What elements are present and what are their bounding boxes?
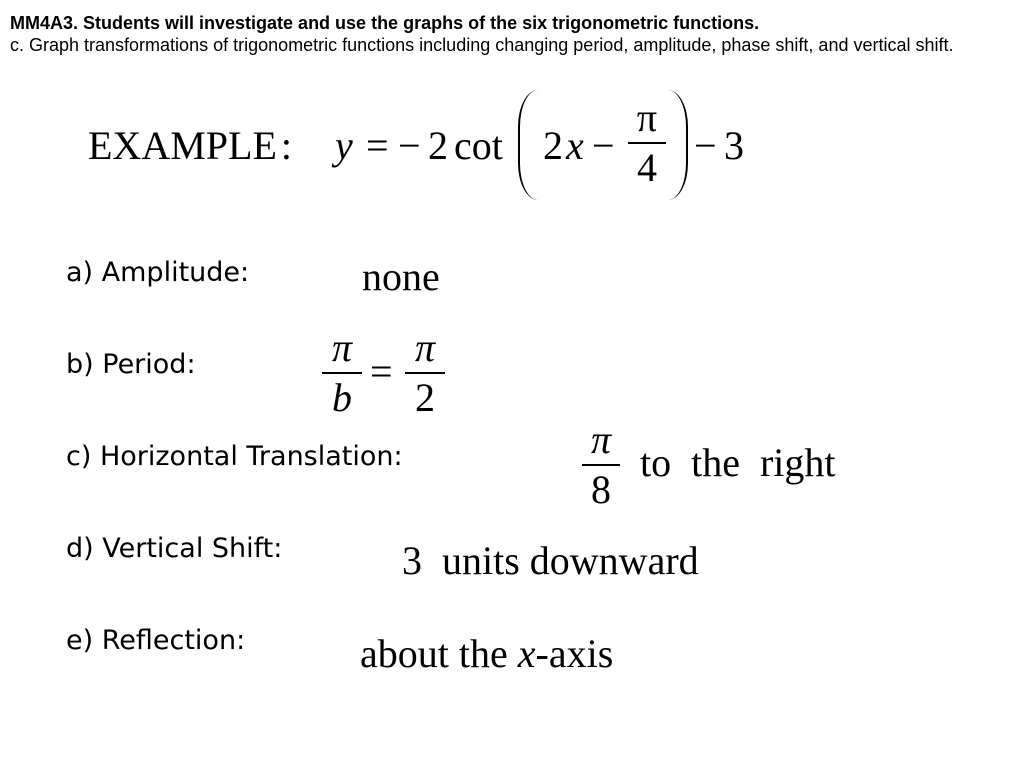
- reflection-answer: [360, 632, 613, 676]
- equation-y: y: [335, 123, 353, 168]
- period-numerator-right: π: [414, 325, 436, 370]
- outer-minus: −: [694, 123, 717, 168]
- standard-subtitle: c. Graph transformations of trigonometric functions including changing period, amplitude, phase shift, and vertical shift.: [10, 35, 954, 55]
- fraction-denominator: 4: [637, 145, 657, 190]
- equation-minus: −: [398, 123, 421, 168]
- period-bar-right: [405, 372, 445, 374]
- vertical-shift-label: d) Vertical Shift:: [66, 533, 283, 564]
- inner-fraction: [628, 95, 666, 190]
- period-fraction-left: [322, 325, 362, 420]
- example-label: EXAMPLE :: [88, 123, 293, 168]
- standard-title: MM4A3. Students will investigate and use the graphs of the six trigonometric functions.: [10, 13, 760, 33]
- horizontal-bar: [582, 464, 620, 466]
- vertical-shift-answer: 3 units downward: [402, 538, 699, 583]
- inner-variable: x: [566, 123, 584, 168]
- horizontal-translation-label: c) Horizontal Translation:: [66, 441, 403, 472]
- example-equation: [0, 0, 1024, 210]
- equation-coefficient: 2: [428, 123, 448, 168]
- fraction-bar: [628, 142, 666, 144]
- period-equals: =: [370, 349, 393, 394]
- period-denominator-left: b: [332, 375, 352, 420]
- equation-equals: =: [366, 123, 389, 168]
- equation-function: cot: [454, 123, 503, 168]
- reflection-answer-post: -axis: [535, 631, 614, 676]
- horizontal-denominator: 8: [591, 467, 611, 512]
- right-parenthesis: [668, 90, 688, 200]
- fraction-numerator: π: [636, 95, 658, 140]
- horizontal-translation-answer: to the right: [640, 440, 836, 485]
- amplitude-answer: none: [362, 254, 440, 299]
- outer-constant: 3: [724, 123, 744, 168]
- period-bar-left: [322, 372, 362, 374]
- period-numerator-left: π: [331, 325, 353, 370]
- period-fraction-right: [405, 325, 445, 420]
- period-denominator-right: 2: [415, 375, 435, 420]
- horizontal-fraction: [582, 417, 620, 512]
- reflection-label: e) Reflection:: [66, 625, 246, 656]
- inner-minus: −: [592, 123, 615, 168]
- left-parenthesis: [518, 90, 538, 200]
- inner-coefficient: 2: [543, 123, 563, 168]
- reflection-answer-variable: x: [517, 631, 536, 676]
- period-label: b) Period:: [66, 349, 196, 380]
- reflection-answer-pre: about the: [360, 631, 518, 676]
- horizontal-numerator: π: [590, 417, 612, 462]
- amplitude-label: a) Amplitude:: [66, 257, 250, 288]
